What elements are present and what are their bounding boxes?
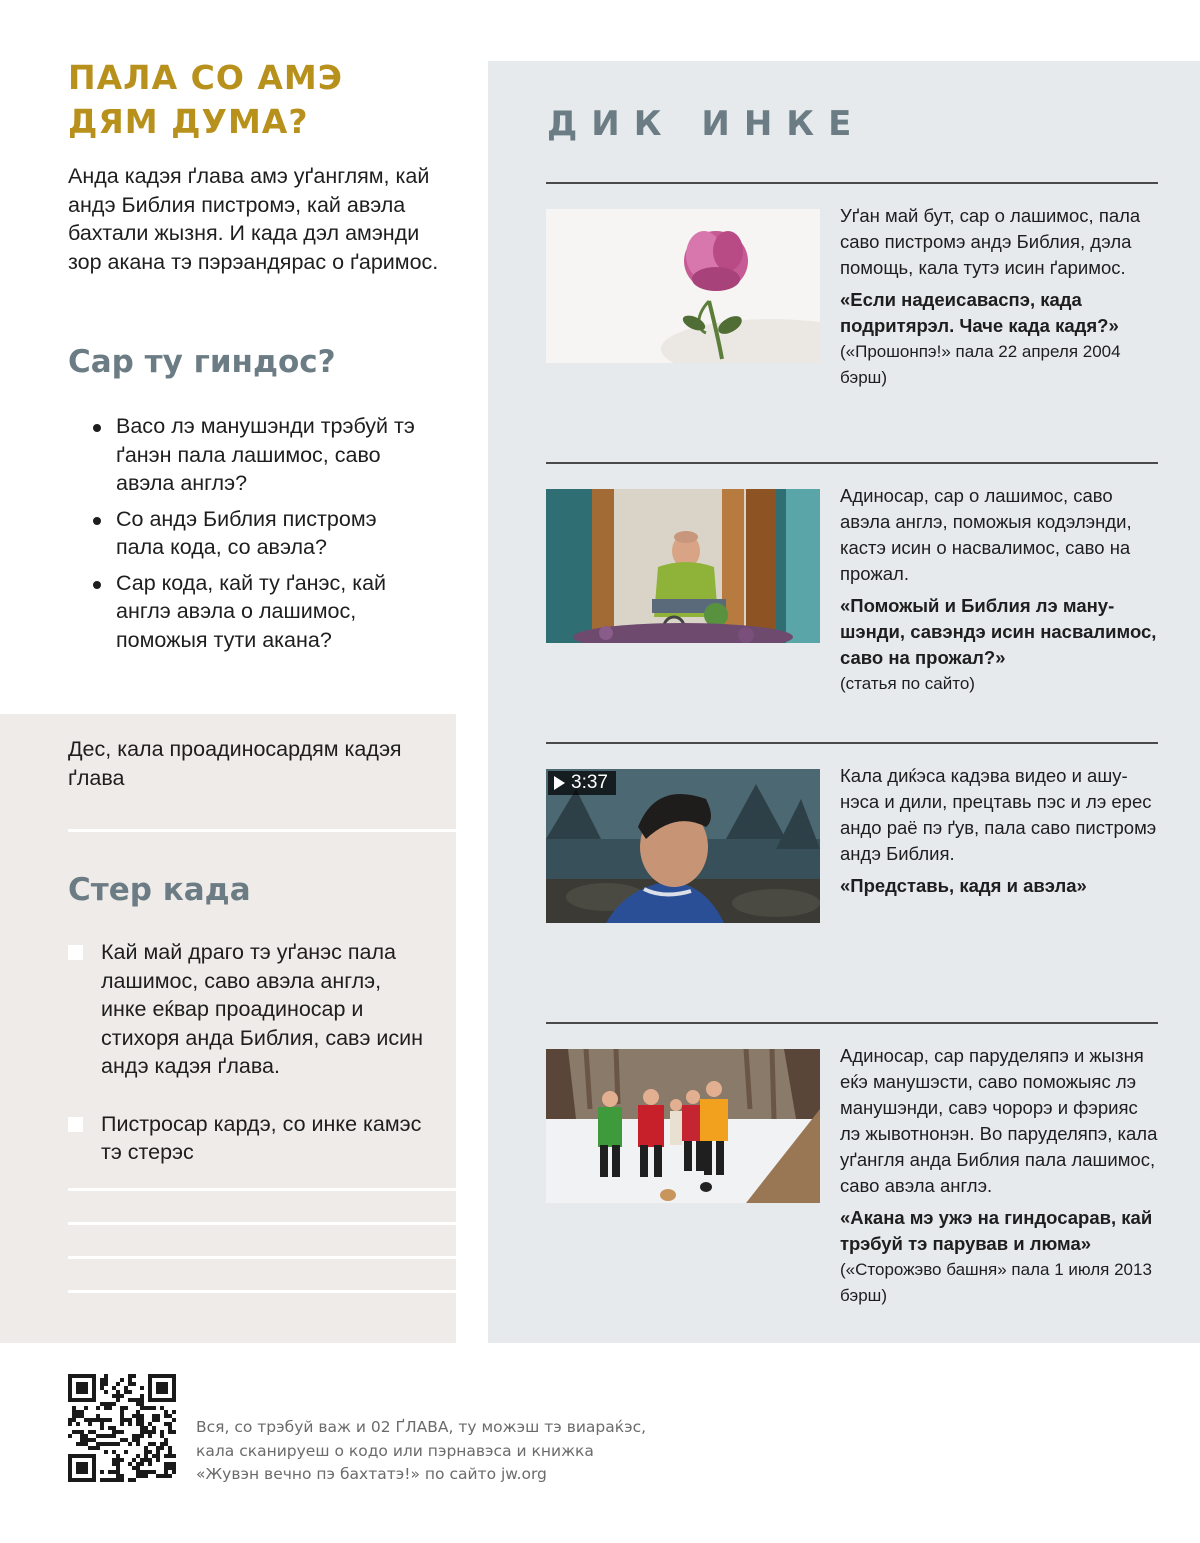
question-text: Со андэ Библия пистромэ пала кода, со авэла? (116, 506, 377, 559)
bullet-icon (93, 581, 101, 589)
footer-line: «Жувэн вечно пэ бахтатэ!» по сайто jw.org (196, 1465, 547, 1483)
write-line[interactable] (68, 1188, 456, 1191)
page-title-line2: ДЯМ ДУМА? (68, 102, 309, 141)
item-description: Адиносар, сар о лашимос, саво авэла англэ, поможыя кодэлэнди, кастэ исин о насвалимос, саво на прожал. (840, 485, 1132, 584)
video-duration: 3:37 (571, 772, 608, 793)
tasks-list (68, 938, 428, 1196)
question-text: Сар кода, кай ту ґанэс, кай англэ авэла о лашимос, поможыя тути акана? (116, 570, 387, 652)
checkbox[interactable] (68, 945, 83, 960)
page-title-line1: ПАЛА СО АМЭ (68, 58, 343, 97)
checkbox[interactable] (68, 1117, 83, 1132)
page-title (68, 56, 468, 144)
divider (546, 742, 1158, 744)
qr-code-icon[interactable] (68, 1374, 176, 1482)
question-item (90, 569, 420, 655)
task-text: Кай май драго тэ уґанэс пала лашимос, саво авэла англэ, инке еќвар проадиносар и стихоря анда Библия, савэ исин андэ кадэя ґлава. (101, 940, 424, 1078)
item-title-link[interactable]: «Акана мэ ужэ на гиндосарав, кай трэбуй тэ парував и люма» (840, 1207, 1153, 1254)
date-read-label: Дес, кала проадиносардям кадэя ґлава (68, 737, 402, 790)
write-line[interactable] (68, 1222, 456, 1225)
date-write-line[interactable] (68, 829, 456, 832)
item-source: («Сторожэво башня» пала 1 июля 2013 бэрш) (840, 1260, 1152, 1305)
resource-item (546, 765, 1158, 999)
task-item (68, 938, 428, 1081)
write-line[interactable] (68, 1290, 456, 1293)
task-item (68, 1110, 428, 1167)
question-item (90, 412, 420, 498)
questions-heading: Сар ту гиндос? (68, 344, 336, 380)
divider (546, 1022, 1158, 1024)
question-text: Васо лэ манушэнди трэбуй тэ ґанэн пала лашимос, саво авэла англэ? (116, 414, 415, 495)
footer-line: кала сканируеш о кодо или пэрнавэса и книжка (196, 1441, 594, 1460)
questions-list (90, 412, 420, 661)
intro-paragraph: Анда кадэя ґлава амэ уґанглям, кай андэ Библия пистромэ, кай авэла бахтали жызня. И када дэл амэнди зор акана тэ пэрэандярас о ґаримос. (68, 164, 439, 275)
write-line[interactable] (68, 1256, 456, 1259)
item-title-link[interactable]: «Поможый и Библия лэ манушэнди, савэндэ исин насвалимос, саво на прожал?» (840, 595, 1157, 668)
question-item (90, 505, 420, 562)
bullet-icon (93, 424, 101, 432)
bullet-icon (93, 517, 101, 525)
people-snow-walk-image[interactable] (546, 1049, 820, 1203)
item-source: («Прошонпэ!» пала 22 апреля 2004 бэрш) (840, 342, 1121, 387)
resource-item (546, 205, 1158, 439)
footer-line: Вся, со трэбуй важ и 02 ҐЛАВА, ту можэш тэ виараќэс, (196, 1418, 647, 1436)
task-text: Пистросар кардэ, со инке камэс тэ стерэс (101, 1111, 422, 1164)
item-title-link[interactable]: «Если надеисаваспэ, када подритярэл. Чаче када кадя?» (840, 289, 1119, 336)
play-icon (554, 776, 565, 790)
video-duration-badge[interactable] (548, 771, 616, 795)
item-title-link[interactable]: «Представь, кадя и авэла» (840, 875, 1087, 896)
tasks-heading: Стер када (68, 872, 251, 908)
item-description: Уґан май бут, сар о лашимос, пала саво пистромэ андэ Библия, дэла помощь, кала тутэ исин ґаримос. (840, 205, 1141, 278)
item-source: (статья по сайто) (840, 674, 975, 693)
see-more-heading: ДИК ИНКЕ (547, 104, 866, 144)
divider (546, 462, 1158, 464)
resource-item (546, 1045, 1158, 1319)
item-description: Кала диќэса кадэва видео и ашунэса и дили, прецтавь пэс и лэ ерес андо раё пэ ґув, пала саво пистромэ андэ Библия. (840, 765, 1157, 864)
footer-note (196, 1416, 716, 1487)
divider (546, 182, 1158, 184)
flower-image[interactable] (546, 209, 820, 363)
resource-item (546, 485, 1158, 719)
man-wheelchair-image[interactable] (546, 489, 820, 643)
item-description: Адиносар, сар паруделяпэ и жызня еќэ манушэсти, саво поможыяс лэ манушэнди, савэ чорорэ и фэрияс лэ жывотнонэн. Во паруделяпэ, кала уґангля анда Библия пала лашимос, саво авэла англэ. (840, 1045, 1158, 1196)
